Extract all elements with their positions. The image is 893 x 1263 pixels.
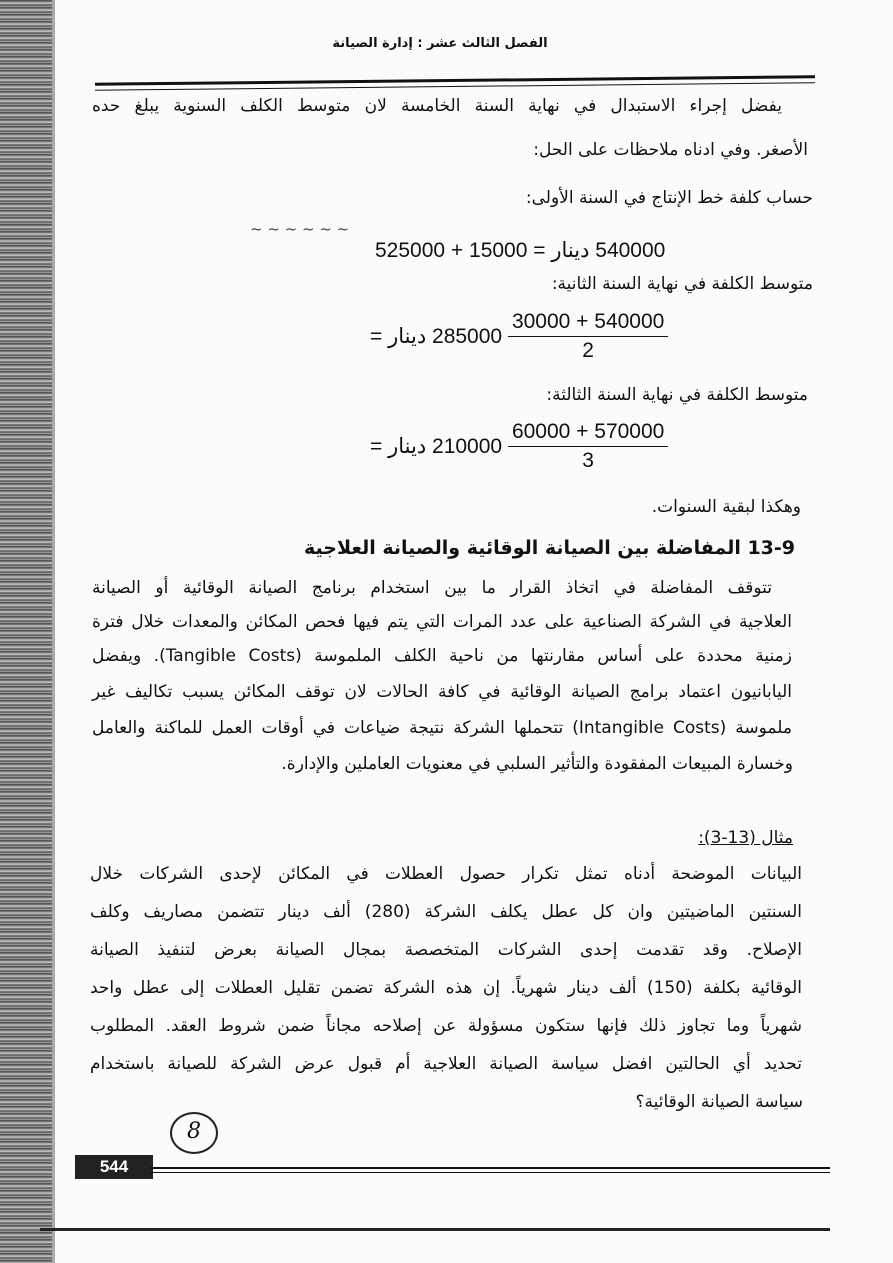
section-line-2: العلاجية في الشركة الصناعية على عدد المرات التي يتم فيها فحص المكائن والمعدات خلال فترة bbox=[92, 612, 792, 632]
page-number: 544 bbox=[75, 1155, 153, 1179]
footer-rule bbox=[150, 1167, 830, 1169]
intro-line-1: يفضل إجراء الاستبدال في نهاية السنة الخامسة لان متوسط الكلف السنوية يبلغ حده bbox=[92, 96, 782, 116]
calc2-numerator: 30000 + 540000 bbox=[508, 310, 668, 337]
example-line-2: السنتين الماضيتين وان كل عطل يكلف الشركة (280) ألف دينار تتضمن مصاريف وكلف bbox=[90, 902, 802, 922]
section-line-4: اليابانيون اعتماد برامج الصيانة الوقائية في كافة الحالات لان توقف المكائن يسبب تكاليف غير bbox=[92, 682, 792, 702]
calc2-equation bbox=[370, 310, 668, 363]
calc2-result: 285000 دينار = bbox=[370, 325, 503, 348]
handwritten-circled-number: 8 bbox=[170, 1112, 218, 1154]
calc2-fraction bbox=[508, 310, 668, 363]
rest-years-note: وهكذا لبقية السنوات. bbox=[651, 497, 801, 517]
handwritten-scribble: ~ ~ ~ ~ ~ ~ bbox=[250, 220, 350, 238]
section-line-3: زمنية محددة على أساس مقارنتها من ناحية الكلف الملموسة (Tangible Costs). ويفضل bbox=[92, 646, 792, 666]
scan-bottom-edge bbox=[40, 1228, 830, 1231]
calc1-equation: 540000 دينار = 15000 + 525000 bbox=[375, 239, 666, 262]
example-title: مثال (13-3): bbox=[698, 828, 793, 848]
example-line-5: شهرياً وما تجاوز ذلك فإنها ستكون مسؤولة عن إصلاحه مجاناً ضمن شروط العقد. المطلوب bbox=[90, 1016, 802, 1036]
example-line-7: سياسة الصيانة الوقائية؟ bbox=[635, 1092, 803, 1112]
calc1-label: حساب كلفة خط الإنتاج في السنة الأولى: bbox=[525, 188, 813, 208]
calc3-denominator: 3 bbox=[582, 449, 594, 472]
calc3-label: متوسط الكلفة في نهاية السنة الثالثة: bbox=[546, 385, 808, 405]
calc3-result: 210000 دينار = bbox=[370, 435, 503, 458]
section-heading: 13-9 المفاضلة بين الصيانة الوقائية والصيانة العلاجية bbox=[303, 537, 795, 559]
scan-binding-edge bbox=[0, 0, 52, 1263]
calc3-equation bbox=[370, 420, 668, 473]
calc3-fraction bbox=[508, 420, 668, 473]
example-line-4: الوقائية بكلفة (150) ألف دينار شهرياً. إن هذه الشركة تضمن تقليل العطلات إلى عطل واحد bbox=[90, 978, 802, 998]
scan-binding-shadow bbox=[52, 0, 55, 1263]
calc2-label: متوسط الكلفة في نهاية السنة الثانية: bbox=[551, 274, 813, 294]
section-line-1: تتوقف المفاضلة في اتخاذ القرار ما بين استخدام برنامج الصيانة الوقائية أو الصيانة bbox=[92, 578, 772, 598]
footer-rule-thin bbox=[150, 1172, 830, 1173]
calc3-numerator: 60000 + 570000 bbox=[508, 420, 668, 447]
running-header: الفصل الثالث عشر : إدارة الصيانة bbox=[332, 36, 548, 51]
example-line-3: الإصلاح. وقد تقدمت إحدى الشركات المتخصصة بمجال الصيانة بعرض لتنفيذ الصيانة bbox=[90, 940, 802, 960]
intro-line-2: الأصغر. وفي ادناه ملاحظات على الحل: bbox=[533, 140, 808, 160]
calc2-denominator: 2 bbox=[582, 339, 594, 362]
section-line-6: وخسارة المبيعات المفقودة والتأثير السلبي في معنويات العاملين والإدارة. bbox=[281, 754, 793, 774]
example-line-6: تحديد أي الحالتين افضل سياسة الصيانة العلاجية أم قبول عرض الشركة للصيانة باستخدام bbox=[90, 1054, 802, 1074]
example-line-1: البيانات الموضحة أدناه تمثل تكرار حصول العطلات في المكائن لإحدى الشركات خلال bbox=[90, 864, 802, 884]
section-line-5: ملموسة (Intangible Costs) تتحملها الشركة نتيجة ضياعات في أوقات العمل للماكنة والعامل bbox=[92, 718, 792, 738]
